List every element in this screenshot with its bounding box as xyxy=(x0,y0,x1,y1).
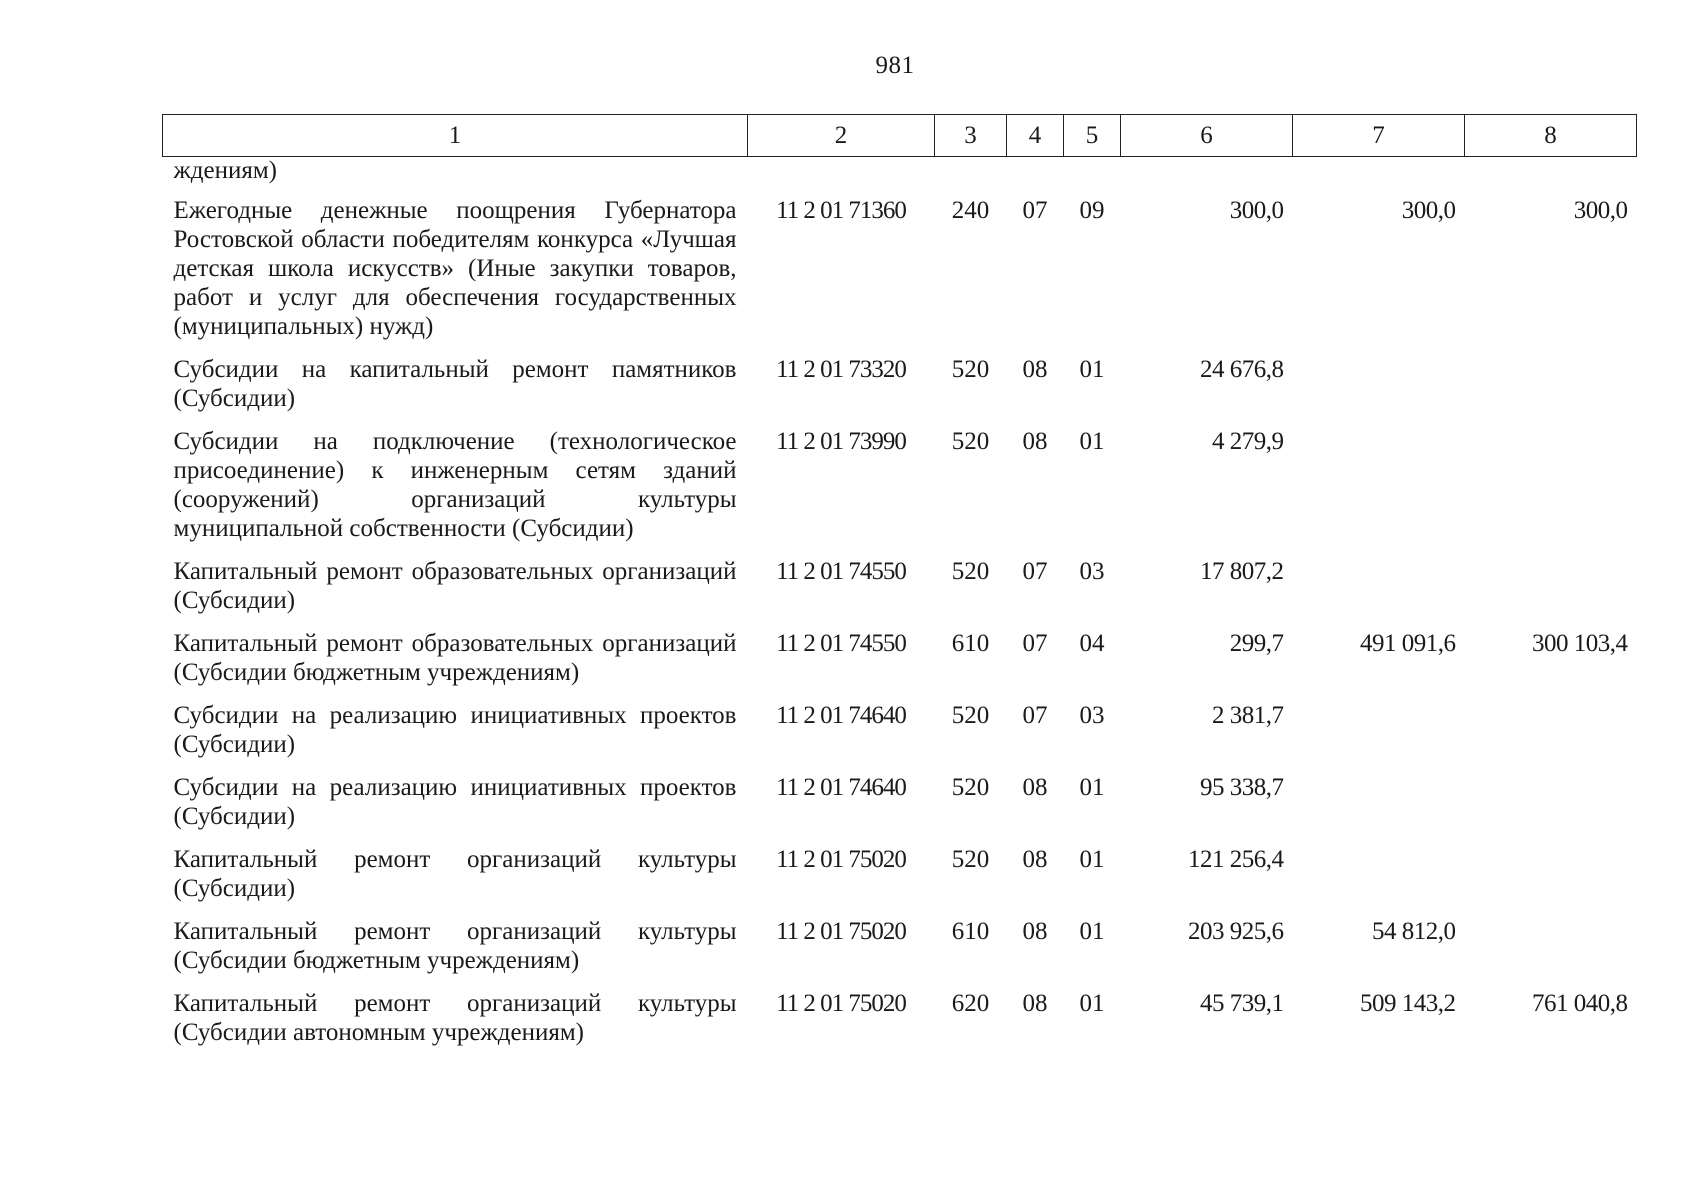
row-amount-year-1: 300,0 xyxy=(1229,197,1284,224)
row-target-code: 11 2 01 74640 xyxy=(776,702,906,729)
row-amount-year-2: 54 812,0 xyxy=(1372,918,1456,945)
column-header-year-3: 8 xyxy=(1465,115,1637,157)
column-header-year-2: 7 xyxy=(1293,115,1465,157)
row-amount-year-3: 300,0 xyxy=(1573,197,1628,224)
row-description: Капитальный ремонт организаций культуры (Субсидии бюджетным учреждениям) xyxy=(173,918,737,974)
table-header-row xyxy=(163,115,1637,157)
row-target-code: 11 2 01 75020 xyxy=(776,846,906,873)
budget-table xyxy=(162,114,1637,1061)
column-header-year-1: 6 xyxy=(1121,115,1293,157)
row-subsection: 01 xyxy=(1079,918,1105,945)
row-subsection: 03 xyxy=(1079,702,1105,729)
row-amount-year-2: 491 091,6 xyxy=(1360,630,1456,657)
row-section: 07 xyxy=(1022,197,1048,224)
row-amount-year-3 xyxy=(1465,557,1637,629)
row-section: 08 xyxy=(1022,356,1048,383)
row-amount-year-3 xyxy=(1465,701,1637,773)
row-amount-year-3 xyxy=(1465,917,1637,989)
row-expense-type: 520 xyxy=(951,846,990,873)
row-amount-year-2 xyxy=(1293,773,1465,845)
row-amount-year-2 xyxy=(1293,701,1465,773)
row-amount-year-2: 300,0 xyxy=(1401,197,1456,224)
row-expense-type: 610 xyxy=(951,918,990,945)
row-description: Субсидии на реализацию инициативных проектов (Субсидии) xyxy=(173,702,737,758)
row-amount-year-1: 17 807,2 xyxy=(1200,558,1284,585)
row-section: 08 xyxy=(1022,990,1048,1017)
row-subsection: 01 xyxy=(1079,846,1105,873)
table-row xyxy=(163,629,1637,701)
row-section: 08 xyxy=(1022,846,1048,873)
row-amount-year-2 xyxy=(1293,845,1465,917)
row-description: Субсидии на подключение (технологическое присоединение) к инженерным сетям зданий (сооружений) организаций культуры муниципальной собственности (Субсидии) xyxy=(173,428,737,542)
row-description: Субсидии на капитальный ремонт памятников (Субсидии) xyxy=(173,356,737,412)
row-amount-year-1: 203 925,6 xyxy=(1188,918,1284,945)
row-expense-type: 520 xyxy=(951,774,990,801)
table-row xyxy=(163,196,1637,355)
row-target-code: 11 2 01 74640 xyxy=(776,774,906,801)
row-amount-year-3 xyxy=(1465,773,1637,845)
row-amount-year-3 xyxy=(1465,355,1637,427)
row-amount-year-1: 299,7 xyxy=(1229,630,1284,657)
row-amount-year-3: 761 040,8 xyxy=(1532,990,1628,1017)
row-expense-type: 520 xyxy=(951,702,990,729)
row-subsection: 09 xyxy=(1079,197,1105,224)
table-row xyxy=(163,989,1637,1061)
row-expense-type: 520 xyxy=(951,428,990,455)
row-target-code: 11 2 01 74550 xyxy=(776,630,906,657)
row-description: Капитальный ремонт организаций культуры (Субсидии) xyxy=(173,846,737,902)
row-target-code: 11 2 01 73320 xyxy=(776,356,906,383)
row-subsection: 01 xyxy=(1079,990,1105,1017)
row-amount-year-1: 95 338,7 xyxy=(1200,774,1284,801)
row-description: Капитальный ремонт образовательных организаций (Субсидии бюджетным учреждениям) xyxy=(173,630,737,686)
row-amount-year-2: 509 143,2 xyxy=(1360,990,1456,1017)
row-amount-year-1: 121 256,4 xyxy=(1188,846,1284,873)
row-amount-year-1: 4 279,9 xyxy=(1212,428,1284,455)
row-target-code: 11 2 01 71360 xyxy=(776,197,906,224)
page-number: 981 xyxy=(875,52,915,79)
row-expense-type: 520 xyxy=(951,356,990,383)
row-subsection: 01 xyxy=(1079,428,1105,455)
column-header-description: 1 xyxy=(163,115,748,157)
row-expense-type: 240 xyxy=(951,197,990,224)
row-expense-type: 620 xyxy=(951,990,990,1017)
table-row xyxy=(163,917,1637,989)
row-section: 07 xyxy=(1022,558,1048,585)
row-expense-type: 610 xyxy=(951,630,990,657)
table-row xyxy=(163,701,1637,773)
row-target-code: 11 2 01 73990 xyxy=(776,428,906,455)
row-amount-year-1: 2 381,7 xyxy=(1212,702,1284,729)
row-subsection: 01 xyxy=(1079,356,1105,383)
table-row xyxy=(163,845,1637,917)
row-description: ждениям) xyxy=(173,157,277,184)
row-amount-year-3: 300 103,4 xyxy=(1532,630,1628,657)
table-row xyxy=(163,355,1637,427)
row-amount-year-2 xyxy=(1293,427,1465,557)
table-row-continuation xyxy=(163,157,1637,197)
row-amount-year-2 xyxy=(1293,355,1465,427)
row-amount-year-1: 45 739,1 xyxy=(1200,990,1284,1017)
row-section: 08 xyxy=(1022,428,1048,455)
row-section: 07 xyxy=(1022,630,1048,657)
row-section: 08 xyxy=(1022,918,1048,945)
row-target-code: 11 2 01 75020 xyxy=(776,990,906,1017)
row-section: 08 xyxy=(1022,774,1048,801)
row-amount-year-3 xyxy=(1465,845,1637,917)
row-subsection: 01 xyxy=(1079,774,1105,801)
column-header-expense-type: 3 xyxy=(935,115,1007,157)
column-header-target-code: 2 xyxy=(748,115,935,157)
row-description: Ежегодные денежные поощрения Губернатора Ростовской области победителям конкурса «Лучшая детская школа искусств» (Иные закупки товаров, работ и услуг для обеспечения государственных (муниципальных) нужд) xyxy=(173,197,737,340)
table-row xyxy=(163,557,1637,629)
table-row xyxy=(163,773,1637,845)
row-amount-year-3 xyxy=(1465,427,1637,557)
row-amount-year-1: 24 676,8 xyxy=(1200,356,1284,383)
row-description: Капитальный ремонт образовательных организаций (Субсидии) xyxy=(173,558,737,614)
row-amount-year-2 xyxy=(1293,557,1465,629)
table-row xyxy=(163,427,1637,557)
row-expense-type: 520 xyxy=(951,558,990,585)
row-target-code: 11 2 01 75020 xyxy=(776,918,906,945)
row-target-code: 11 2 01 74550 xyxy=(776,558,906,585)
column-header-subsection: 5 xyxy=(1064,115,1121,157)
column-header-section: 4 xyxy=(1007,115,1064,157)
row-subsection: 04 xyxy=(1079,630,1105,657)
row-description: Субсидии на реализацию инициативных проектов (Субсидии) xyxy=(173,774,737,830)
row-description: Капитальный ремонт организаций культуры (Субсидии автономным учреждениям) xyxy=(173,990,737,1046)
row-subsection: 03 xyxy=(1079,558,1105,585)
table-body xyxy=(163,157,1637,1062)
row-section: 07 xyxy=(1022,702,1048,729)
